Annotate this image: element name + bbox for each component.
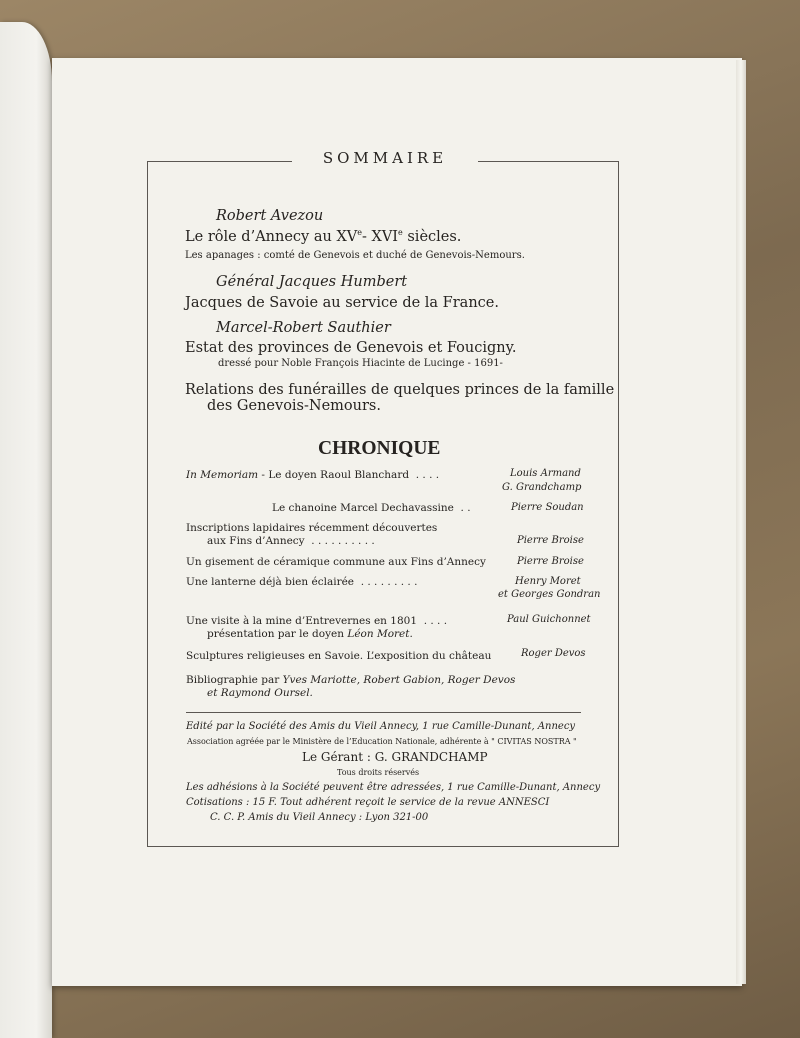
article-3-title: Estat des provinces de Genevois et Foucigny. [185,340,517,356]
footer-gerant: Le Gérant : G. GRANDCHAMP [302,750,488,764]
article-2-title: Jacques de Savoie au service de la France. [185,295,499,311]
footer-rights: Tous droits réservés [337,768,420,777]
page-edge [736,60,746,984]
chronique-entry-8-line2: et Raymond Oursel. [207,687,313,699]
chronique-entry-1-author-2: G. Grandchamp [502,482,582,493]
chronique-entry-4: Un gisement de céramique commune aux Fins d’Annecy [186,556,486,568]
article-3-author: Marcel-Robert Sauthier [216,320,391,336]
chronique-entry-8: Bibliographie par Yves Mariotte, Robert Gabion, Roger Devos [186,674,516,686]
footer-ccp: C. C. P. Amis du Vieil Annecy : Lyon 321-00 [210,812,429,823]
article-1-title: Le rôle d’Annecy au XVe- XVIe siècles. [185,228,462,245]
chronique-entry-5-author-2: et Georges Gondran [498,589,601,600]
chronique-entry-6-line2: présentation par le doyen Léon Moret. [207,628,413,640]
article-3-subtitle: dressé pour Noble François Hiacinte de Lucinge - 1691- [218,358,503,369]
chronique-entry-2: Le chanoine Marcel Dechavassine . . [272,502,471,514]
chronique-entry-3-line2: aux Fins d’Annecy . . . . . . . . . . [207,535,375,547]
footer-association: Association agréée par le Ministère de l’Education Nationale, adhérente à " CIVITAS NOSTRA " [187,737,577,746]
chronique-entry-4-author: Pierre Broise [517,556,584,567]
article-1-author: Robert Avezou [216,208,324,224]
footer-publisher: Edité par la Société des Amis du Vieil Annecy, 1 rue Camille-Dunant, Annecy [186,721,576,732]
chronique-title: CHRONIQUE [318,438,441,459]
chronique-entry-3-author: Pierre Broise [517,535,584,546]
article-4-title-line2: des Genevois-Nemours. [207,398,381,414]
left-page [0,22,52,1038]
chronique-entry-1: In Memoriam - Le doyen Raoul Blanchard . . . . [186,469,440,481]
chronique-entry-6: Une visite à la mine d’Entrevernes en 1801 . . . . [186,615,448,627]
footer-adhesions: Les adhésions à la Société peuvent être adressées, 1 rue Camille-Dunant, Annecy [186,782,601,793]
chronique-entry-3-line1: Inscriptions lapidaires récemment découvertes [186,522,438,534]
chronique-entry-5-author: Henry Moret [515,576,581,587]
chronique-entry-7: Sculptures religieuses en Savoie. L’exposition du château [186,650,492,662]
footer-cotisations: Cotisations : 15 F. Tout adhérent reçoit le service de la revue ANNESCI [186,797,550,808]
chronique-entry-5: Une lanterne déjà bien éclairée . . . . . . . . . [186,576,418,588]
article-2-author: Général Jacques Humbert [216,274,408,290]
article-1-subtitle: Les apanages : comté de Genevois et duché de Genevois-Nemours. [185,250,525,261]
chronique-entry-7-author: Roger Devos [521,648,586,659]
article-4-title-line1: Relations des funérailles de quelques princes de la famille [185,382,615,398]
page-title: SOMMAIRE [292,149,478,167]
chronique-entry-1-author: Louis Armand [510,468,581,479]
chronique-entry-6-author: Paul Guichonnet [507,614,591,625]
chronique-entry-2-author: Pierre Soudan [511,502,584,513]
footer-divider [186,712,581,713]
